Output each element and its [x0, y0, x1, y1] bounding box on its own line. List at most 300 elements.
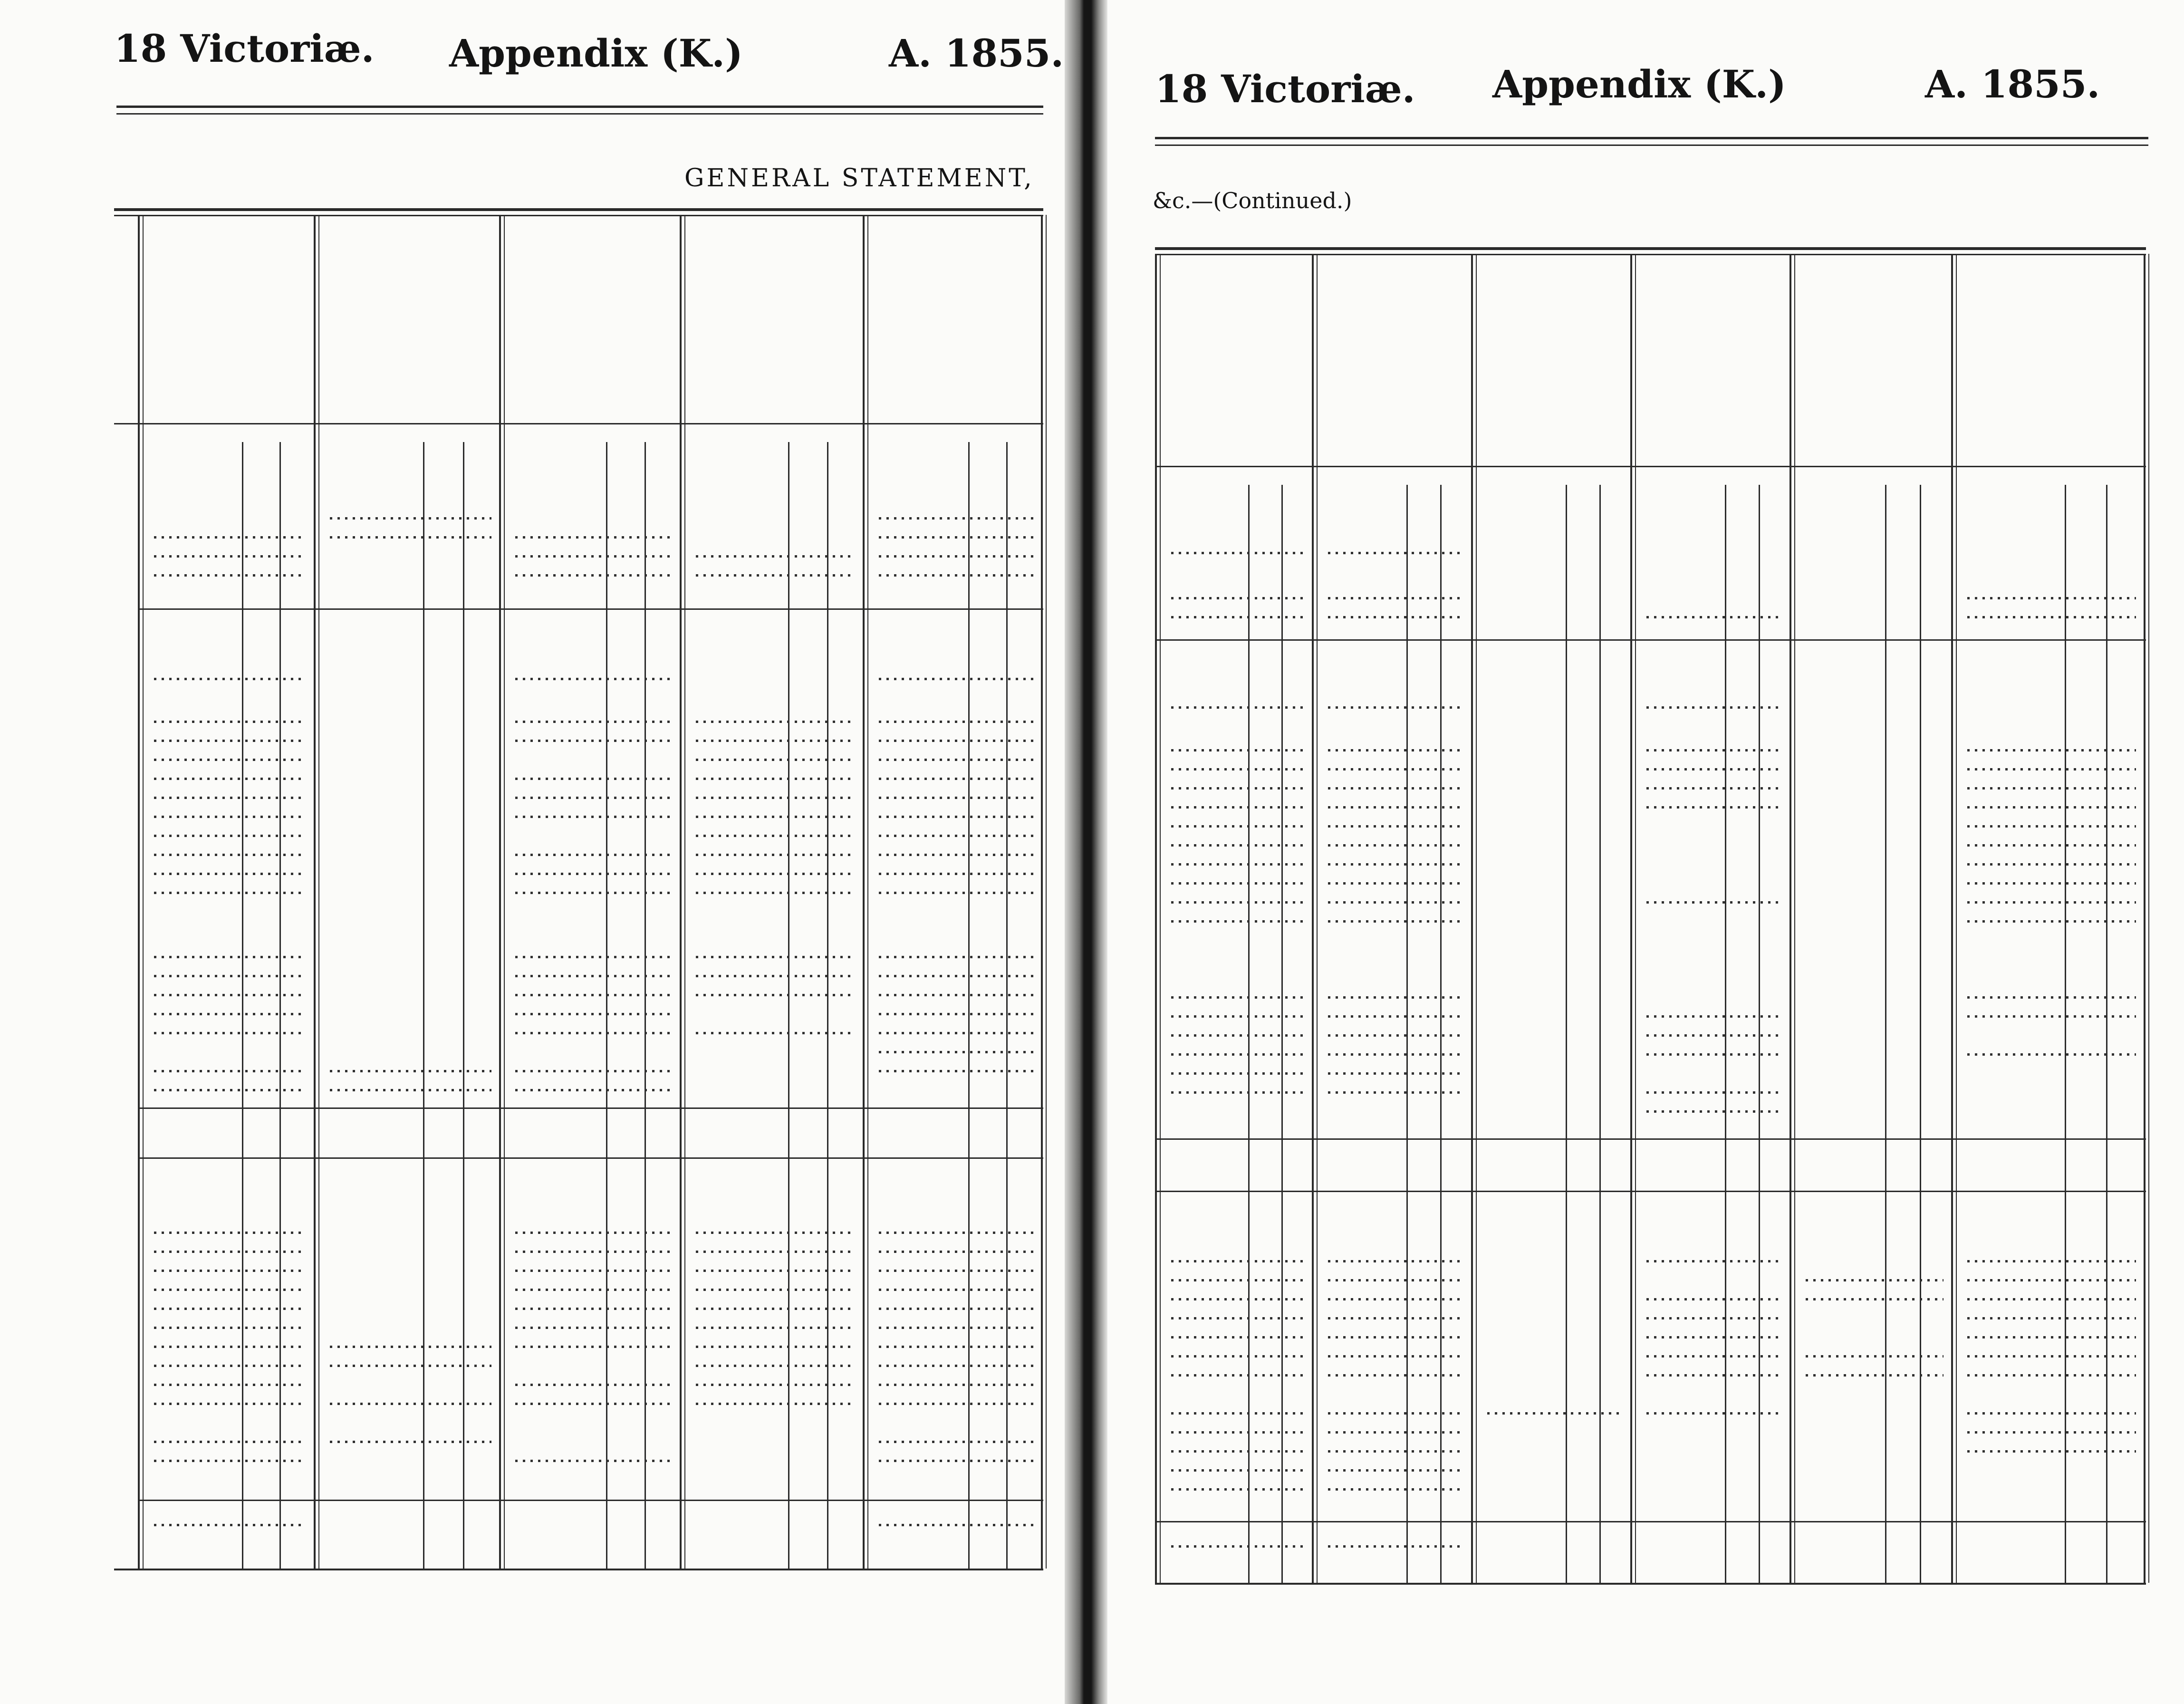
year-label-right: A. 1855. [1925, 62, 2100, 106]
right-dot-leader [1328, 1374, 1463, 1377]
right-dot-leader [1171, 920, 1304, 923]
right-dot-leader [1171, 768, 1304, 770]
right-table-top-rule [1155, 247, 2146, 250]
right-dot-leader [1646, 749, 1782, 751]
left-dot-leader [879, 797, 1033, 799]
left-dot-leader [515, 778, 672, 780]
right-subcolumn-line [1599, 485, 1601, 1583]
right-dot-leader [1171, 1260, 1304, 1262]
left-dot-leader [696, 854, 855, 856]
left-dot-leader [879, 740, 1033, 742]
left-dot-leader [879, 1308, 1033, 1310]
left-dot-leader [696, 1384, 855, 1386]
left-dot-leader [879, 1365, 1033, 1367]
left-dot-leader [696, 994, 855, 996]
right-column-line-inner [1160, 254, 1161, 1583]
left-dot-leader [515, 1232, 672, 1234]
left-dot-leader [515, 1384, 672, 1386]
right-dot-leader [1171, 597, 1304, 599]
left-column-line-inner [318, 215, 319, 1569]
left-dot-leader [696, 1270, 855, 1272]
left-dot-leader [515, 1327, 672, 1329]
left-column-line [499, 215, 501, 1569]
left-dot-leader [879, 678, 1033, 680]
right-dot-leader [1967, 1431, 2136, 1434]
left-column-line [863, 215, 865, 1569]
right-dot-leader [1646, 1110, 1782, 1113]
right-column-line-inner [1476, 254, 1477, 1583]
right-dot-leader [1328, 1260, 1463, 1262]
left-dot-leader [879, 1327, 1033, 1329]
right-dot-leader [1328, 1545, 1463, 1548]
right-dot-leader [1646, 787, 1782, 789]
right-dot-leader [1967, 920, 2136, 923]
right-dot-leader [1171, 1374, 1304, 1377]
right-dot-leader [1967, 1336, 2136, 1338]
right-dot-leader [1646, 901, 1782, 904]
right-section-rule [1155, 1521, 2146, 1522]
left-dot-leader [696, 1251, 855, 1253]
right-dot-leader [1328, 901, 1463, 904]
right-dot-leader [1171, 1355, 1304, 1357]
right-dot-leader [1328, 1355, 1463, 1357]
right-dot-leader [1171, 787, 1304, 789]
right-dot-leader [1967, 1260, 2136, 1262]
right-dot-leader [1328, 1317, 1463, 1319]
left-dot-leader [879, 1524, 1033, 1526]
right-dot-leader [1171, 901, 1304, 904]
left-subcolumn-line [279, 442, 281, 1569]
left-dot-leader [154, 1289, 306, 1291]
header-rule [116, 106, 1043, 108]
right-dot-leader [1967, 1279, 2136, 1281]
left-dot-leader [696, 892, 855, 894]
left-dot-leader [515, 555, 672, 558]
left-dot-leader [515, 1308, 672, 1310]
header-rule-right-2 [1155, 144, 2148, 146]
left-dot-leader [154, 854, 306, 856]
right-dot-leader [1806, 1355, 1943, 1357]
right-dot-leader [1328, 1091, 1463, 1094]
right-column-line [1630, 254, 1632, 1583]
left-column-line [680, 215, 682, 1569]
right-dot-leader [1646, 1034, 1782, 1037]
right-dot-leader [1646, 616, 1782, 618]
right-subcolumn-line [2106, 485, 2107, 1583]
left-dot-leader [515, 994, 672, 996]
right-dot-leader [1967, 1355, 2136, 1357]
left-dot-leader [330, 1365, 491, 1367]
left-dot-leader [879, 1032, 1033, 1034]
left-subcolumn-line [463, 442, 464, 1569]
left-dot-leader [154, 1327, 306, 1329]
left-column-line-inner [867, 215, 868, 1569]
left-dot-leader [154, 1384, 306, 1386]
right-dot-leader [1328, 768, 1463, 770]
left-dot-leader [879, 816, 1033, 818]
left-section-rule [138, 1107, 1043, 1109]
right-section-rule [1155, 639, 2146, 641]
left-subcolumn-line [606, 442, 607, 1569]
right-column-line [1951, 254, 1953, 1583]
right-dot-leader [1806, 1374, 1943, 1377]
left-dot-leader [879, 873, 1033, 875]
left-dot-leader [515, 1070, 672, 1072]
left-dot-leader [154, 1441, 306, 1443]
left-dot-leader [515, 1013, 672, 1015]
right-dot-leader [1328, 844, 1463, 847]
left-dot-leader [879, 536, 1033, 539]
left-dot-leader [154, 678, 306, 680]
left-dot-leader [696, 555, 855, 558]
left-dot-leader [696, 1308, 855, 1310]
right-dot-leader [1328, 920, 1463, 923]
right-subcolumn-line [1759, 485, 1760, 1583]
left-dot-leader [154, 721, 306, 723]
right-dot-leader [1646, 768, 1782, 770]
right-dot-leader [1171, 1317, 1304, 1319]
continued-label: &c.—(Continued.) [1153, 188, 1352, 213]
left-dot-leader [879, 835, 1033, 837]
right-subcolumn-line [1566, 485, 1567, 1583]
left-dot-leader [154, 1346, 306, 1348]
right-dot-leader [1967, 1053, 2136, 1056]
left-dot-leader [515, 740, 672, 742]
left-dot-leader [879, 854, 1033, 856]
left-dot-leader [330, 1089, 491, 1091]
right-dot-leader [1646, 1355, 1782, 1357]
left-dot-leader [154, 1403, 306, 1405]
right-dot-leader [1328, 616, 1463, 618]
left-dot-leader [879, 1289, 1033, 1291]
left-dot-leader [879, 994, 1033, 996]
left-dot-leader [154, 555, 306, 558]
left-subcolumn-line [788, 442, 789, 1569]
right-column-line [1790, 254, 1791, 1583]
left-column-line-inner [1046, 215, 1047, 1569]
left-dot-leader [879, 1013, 1033, 1015]
right-dot-leader [1967, 1450, 2136, 1453]
right-dot-leader [1171, 844, 1304, 847]
right-dot-leader [1171, 749, 1304, 751]
right-dot-leader [1646, 1015, 1782, 1018]
right-dot-leader [1328, 806, 1463, 809]
left-dot-leader [515, 854, 672, 856]
left-dot-leader [515, 1403, 672, 1405]
left-dot-leader [154, 1524, 306, 1526]
right-dot-leader [1171, 1488, 1304, 1491]
right-dot-leader [1328, 882, 1463, 885]
right-dot-leader [1328, 1298, 1463, 1300]
right-subcolumn-line [1725, 485, 1726, 1583]
left-dot-leader [154, 536, 306, 539]
left-column-line [138, 215, 140, 1569]
right-subcolumn-line [1406, 485, 1408, 1583]
left-subcolumn-line [1006, 442, 1008, 1569]
session-label-right: 18 Victoriæ. [1155, 67, 1415, 111]
right-dot-leader [1328, 706, 1463, 709]
left-dot-leader [515, 536, 672, 539]
right-subcolumn-line [1920, 485, 1921, 1583]
right-dot-leader [1328, 787, 1463, 789]
left-dot-leader [879, 574, 1033, 577]
right-dot-leader [1171, 1469, 1304, 1472]
left-dot-leader [879, 1070, 1033, 1072]
right-dot-leader [1646, 1091, 1782, 1094]
right-dot-leader [1646, 1336, 1782, 1338]
right-page [1107, 0, 2184, 1704]
right-column-line-inner [1317, 254, 1318, 1583]
left-dot-leader [515, 892, 672, 894]
left-column-line [1041, 215, 1043, 1569]
right-dot-leader [1171, 1336, 1304, 1338]
right-dot-leader [1171, 706, 1304, 709]
left-dot-leader [330, 1403, 491, 1405]
left-subcolumn-line [645, 442, 646, 1569]
right-head-divider [1155, 466, 2146, 467]
right-dot-leader [1487, 1412, 1623, 1415]
left-dot-leader [154, 835, 306, 837]
left-dot-leader [154, 740, 306, 742]
right-dot-leader [1171, 1431, 1304, 1434]
statement-title: GENERAL STATEMENT, [684, 164, 1034, 193]
right-dot-leader [1646, 1317, 1782, 1319]
right-dot-leader [1171, 1091, 1304, 1094]
left-dot-leader [515, 1460, 672, 1462]
header-rule-right [1155, 137, 2148, 139]
left-dot-leader [696, 1403, 855, 1405]
right-dot-leader [1646, 1053, 1782, 1056]
right-subcolumn-line [1281, 485, 1283, 1583]
left-dot-leader [696, 574, 855, 577]
left-dot-leader [515, 956, 672, 958]
right-dot-leader [1967, 1374, 2136, 1377]
right-table-bottom-rule [1155, 1583, 2146, 1585]
left-dot-leader [696, 956, 855, 958]
right-dot-leader [1171, 1450, 1304, 1453]
left-dot-leader [154, 778, 306, 780]
right-dot-leader [1967, 806, 2136, 809]
right-dot-leader [1171, 825, 1304, 828]
left-page [0, 0, 1065, 1704]
left-dot-leader [696, 721, 855, 723]
left-dot-leader [696, 778, 855, 780]
left-section-rule [138, 1157, 1043, 1159]
left-dot-leader [515, 678, 672, 680]
right-column-line [1471, 254, 1473, 1583]
left-dot-leader [879, 1251, 1033, 1253]
left-dot-leader [879, 1051, 1033, 1053]
right-dot-leader [1171, 863, 1304, 866]
year-label: A. 1855. [889, 31, 1064, 76]
left-dot-leader [515, 1289, 672, 1291]
left-dot-leader [879, 778, 1033, 780]
right-dot-leader [1328, 1488, 1463, 1491]
left-table-top-rule-2 [114, 215, 1043, 216]
right-dot-leader [1171, 1545, 1304, 1548]
left-dot-leader [696, 1289, 855, 1291]
right-dot-leader [1171, 616, 1304, 618]
left-table-top-rule [114, 208, 1043, 211]
right-dot-leader [1328, 1072, 1463, 1075]
right-dot-leader [1646, 1374, 1782, 1377]
right-dot-leader [1967, 825, 2136, 828]
left-dot-leader [154, 1232, 306, 1234]
right-dot-leader [1967, 996, 2136, 999]
left-subcolumn-line [827, 442, 828, 1569]
right-section-rule [1155, 1191, 2146, 1192]
left-dot-leader [879, 1403, 1033, 1405]
left-dot-leader [154, 873, 306, 875]
left-dot-leader [879, 517, 1033, 520]
right-column-line [1312, 254, 1314, 1583]
left-dot-leader [154, 1460, 306, 1462]
right-subcolumn-line [1885, 485, 1886, 1583]
left-dot-leader [696, 1365, 855, 1367]
right-dot-leader [1328, 1469, 1463, 1472]
right-dot-leader [1646, 806, 1782, 809]
right-column-line [2144, 254, 2146, 1583]
left-dot-leader [154, 956, 306, 958]
left-dot-leader [696, 759, 855, 761]
left-dot-leader [154, 816, 306, 818]
left-column-line [314, 215, 316, 1569]
left-dot-leader [515, 1346, 672, 1348]
left-column-line-inner [504, 215, 505, 1569]
left-dot-leader [696, 1232, 855, 1234]
left-dot-leader [154, 975, 306, 977]
appendix-label: Appendix (K.) [449, 31, 743, 76]
right-dot-leader [1967, 616, 2136, 618]
left-dot-leader [515, 1251, 672, 1253]
left-dot-leader [879, 1384, 1033, 1386]
left-dot-leader [696, 975, 855, 977]
left-dot-leader [330, 517, 491, 520]
right-subcolumn-line [1248, 485, 1250, 1583]
left-dot-leader [879, 892, 1033, 894]
left-dot-leader [154, 1013, 306, 1015]
right-dot-leader [1967, 597, 2136, 599]
left-dot-leader [154, 1089, 306, 1091]
left-dot-leader [154, 994, 306, 996]
session-label: 18 Victoriæ. [114, 26, 375, 71]
left-dot-leader [154, 1251, 306, 1253]
right-dot-leader [1171, 1053, 1304, 1056]
left-subcolumn-line [968, 442, 970, 1569]
left-dot-leader [879, 1441, 1033, 1443]
right-dot-leader [1328, 1053, 1463, 1056]
right-dot-leader [1967, 1298, 2136, 1300]
left-dot-leader [515, 574, 672, 577]
left-dot-leader [154, 574, 306, 577]
header-rule-2 [116, 113, 1043, 115]
left-dot-leader [515, 797, 672, 799]
right-table-top-rule-2 [1155, 254, 2146, 255]
left-dot-leader [879, 956, 1033, 958]
left-dot-leader [515, 721, 672, 723]
right-dot-leader [1328, 597, 1463, 599]
left-section-rule [138, 1500, 1043, 1501]
left-dot-leader [696, 835, 855, 837]
right-dot-leader [1646, 1412, 1782, 1415]
left-dot-leader [879, 1270, 1033, 1272]
left-dot-leader [696, 1327, 855, 1329]
right-dot-leader [1171, 1279, 1304, 1281]
right-dot-leader [1967, 844, 2136, 847]
left-dot-leader [330, 1441, 491, 1443]
left-dot-leader [515, 873, 672, 875]
right-dot-leader [1171, 1072, 1304, 1075]
left-table-bottom-rule [114, 1569, 1043, 1570]
right-column-line-inner [1956, 254, 1957, 1583]
right-dot-leader [1328, 1450, 1463, 1453]
left-dot-leader [879, 1460, 1033, 1462]
right-dot-leader [1328, 863, 1463, 866]
right-dot-leader [1171, 1298, 1304, 1300]
right-dot-leader [1171, 882, 1304, 885]
left-dot-leader [515, 1089, 672, 1091]
left-dot-leader [154, 759, 306, 761]
left-dot-leader [879, 1232, 1033, 1234]
left-dot-leader [879, 555, 1033, 558]
left-dot-leader [696, 1032, 855, 1034]
appendix-label-right: Appendix (K.) [1492, 62, 1786, 106]
left-dot-leader [515, 816, 672, 818]
right-dot-leader [1328, 1336, 1463, 1338]
left-dot-leader [154, 1032, 306, 1034]
right-dot-leader [1646, 1260, 1782, 1262]
right-dot-leader [1646, 706, 1782, 709]
right-column-line-inner [2148, 254, 2149, 1583]
right-dot-leader [1328, 1431, 1463, 1434]
right-dot-leader [1171, 552, 1304, 554]
left-dot-leader [696, 797, 855, 799]
right-dot-leader [1171, 1034, 1304, 1037]
left-dot-leader [879, 759, 1033, 761]
right-dot-leader [1328, 996, 1463, 999]
right-dot-leader [1967, 1015, 2136, 1018]
right-dot-leader [1967, 882, 2136, 885]
right-dot-leader [1967, 787, 2136, 789]
right-dot-leader [1967, 901, 2136, 904]
left-section-rule [138, 608, 1043, 610]
left-dot-leader [696, 740, 855, 742]
left-dot-leader [515, 975, 672, 977]
right-column-line-inner [1794, 254, 1795, 1583]
left-column-line-inner [143, 215, 144, 1569]
left-dot-leader [879, 721, 1033, 723]
right-dot-leader [1967, 768, 2136, 770]
book-gutter [1065, 0, 1107, 1704]
right-subcolumn-line [1440, 485, 1442, 1583]
right-dot-leader [1328, 749, 1463, 751]
left-dot-leader [696, 1346, 855, 1348]
left-dot-leader [515, 1270, 672, 1272]
right-dot-leader [1328, 1015, 1463, 1018]
left-dot-leader [879, 975, 1033, 977]
left-dot-leader [154, 1070, 306, 1072]
right-dot-leader [1171, 1412, 1304, 1415]
left-dot-leader [696, 816, 855, 818]
right-dot-leader [1328, 1034, 1463, 1037]
right-dot-leader [1171, 996, 1304, 999]
left-column-line-inner [684, 215, 685, 1569]
right-dot-leader [1171, 806, 1304, 809]
right-column-line [1155, 254, 1157, 1583]
left-dot-leader [696, 873, 855, 875]
left-dot-leader [154, 892, 306, 894]
left-dot-leader [330, 1346, 491, 1348]
